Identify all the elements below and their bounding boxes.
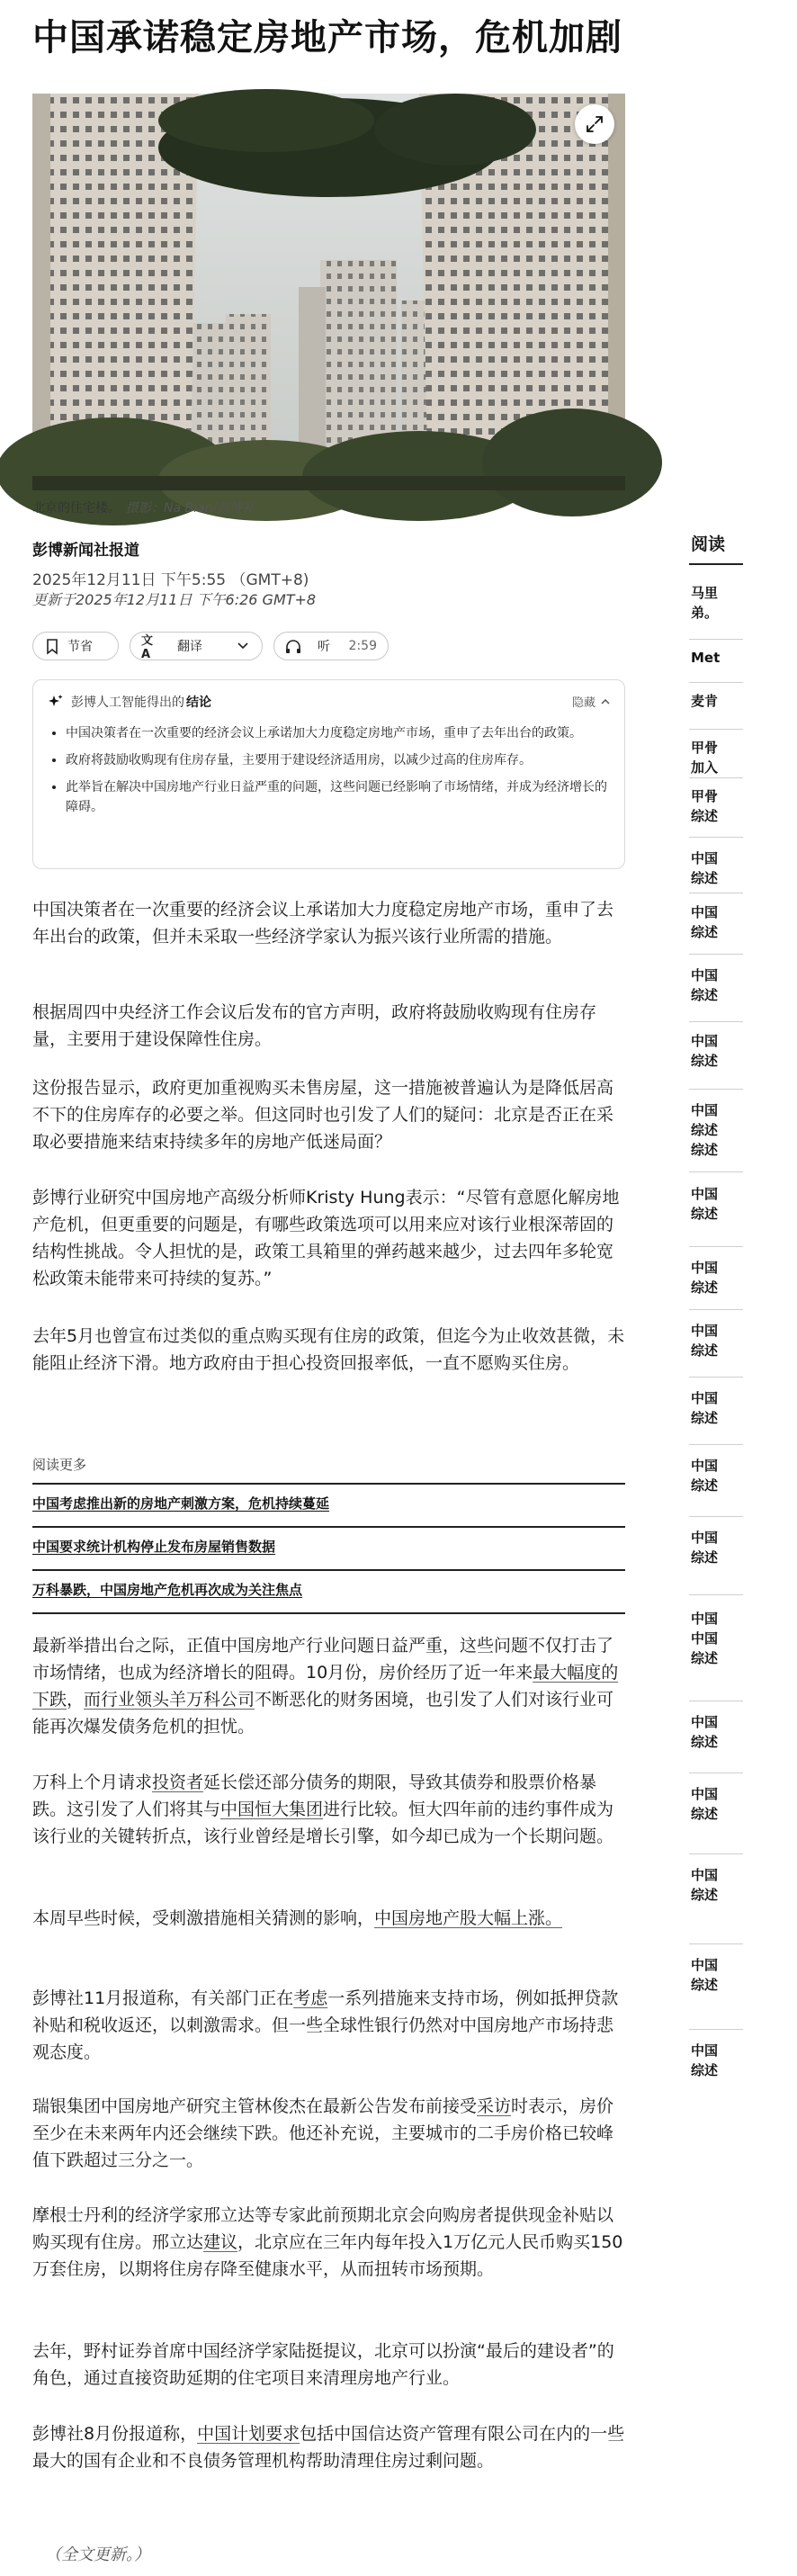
paragraph-4: 彭博行业研究中国房地产高级分析师Kristy Hung表示：“尽管有意愿化解房地产危机，但更重要的问题是，有哪些政策选项可以用来应对该行业根深蒂固的结构性挑战。令人担忧的是，政策工具箱里的弹药越来越少，过去四年多轮宽松政策未能带来可持续的复苏。” bbox=[32, 1188, 620, 1288]
considering-link[interactable]: 考虑 bbox=[293, 1988, 328, 2008]
sidebar-item[interactable]: Met bbox=[691, 650, 721, 666]
sidebar-item[interactable]: 中国 bbox=[691, 1957, 719, 1973]
paragraph-6 bbox=[32, 1632, 625, 1740]
sidebar-item[interactable]: 综述 bbox=[691, 2062, 719, 2078]
text-run: 瑞银集团中国房地产研究主管林俊杰在最新公告发布前接受 bbox=[32, 2096, 478, 2116]
hide-summary-button[interactable] bbox=[572, 693, 610, 710]
sidebar-separator bbox=[689, 837, 743, 838]
sidebar-separator bbox=[689, 1246, 743, 1247]
sidebar-item[interactable]: 中国 bbox=[691, 1714, 719, 1730]
sidebar-item[interactable]: 综述 bbox=[691, 1477, 719, 1494]
sidebar-separator bbox=[689, 1594, 743, 1595]
sidebar-item[interactable]: 综述 bbox=[691, 1734, 719, 1750]
sparkle-icon bbox=[48, 694, 64, 710]
plan-link[interactable]: 中国计划要求 bbox=[197, 2424, 300, 2444]
text-run: 彭博社8月份报道称， bbox=[32, 2424, 198, 2444]
paragraph-8 bbox=[32, 1905, 625, 1932]
sidebar-item[interactable]: 综述 bbox=[691, 1549, 719, 1566]
sidebar-item[interactable]: 甲骨 bbox=[691, 788, 719, 804]
save-label: 节省 bbox=[67, 640, 93, 654]
sidebar-separator bbox=[689, 1853, 743, 1854]
sidebar-item[interactable]: 综述 bbox=[691, 1977, 719, 1993]
paragraph-11 bbox=[32, 2202, 625, 2283]
sidebar-item[interactable]: 综述 bbox=[691, 1887, 719, 1903]
interview-link[interactable]: 采访 bbox=[477, 2096, 512, 2116]
sidebar-item[interactable]: 综述 bbox=[691, 1650, 719, 1666]
ai-summary-prefix: 彭博人工智能得出的 bbox=[71, 696, 184, 710]
text-run: 时表示，房价至少在未来两年内还会继续下跌。他还补充说，主要城市的二手房价格已较峰值下跌超过三分之一。 bbox=[32, 2096, 614, 2170]
investors-link[interactable]: 投资者 bbox=[152, 1773, 204, 1792]
text-run: 摩根士丹利的经济学家邢立达等专家此前预期北京会向购房者提供现金补贴以购买现有住房。邢立达 bbox=[32, 2205, 614, 2252]
sidebar-separator bbox=[689, 1516, 743, 1517]
sidebar-separator bbox=[689, 954, 743, 955]
listen-duration: 2:59 bbox=[348, 639, 377, 653]
sidebar-separator bbox=[689, 777, 743, 778]
updated-date: 更新于2025年12月11日 下午6:26 GMT+8 bbox=[32, 591, 317, 608]
sidebar-item[interactable]: 中国 bbox=[691, 1786, 719, 1802]
published-date: 2025年12月11日 下午5:55 （GMT+8) bbox=[32, 571, 309, 589]
text-run: 最新举措出台之际，正值中国房地产行业问题日益严重，这些问题不仅打击了市场情绪，也成为经济增长的阻碍。10月份，房价经历了近一年来 bbox=[32, 1636, 614, 1683]
price-drop-link[interactable]: 最大幅度的下跌 bbox=[32, 1663, 619, 1710]
paragraph-10 bbox=[32, 2093, 625, 2174]
expand-icon bbox=[585, 114, 604, 134]
sidebar-item[interactable]: 综述 bbox=[691, 1279, 719, 1296]
paragraph-7 bbox=[32, 1769, 625, 1850]
sidebar-item[interactable]: 中国 bbox=[691, 1323, 719, 1339]
sidebar-separator bbox=[689, 1377, 743, 1378]
paragraph-5: 去年5月也曾宣布过类似的重点购买现有住房的政策，但迄今为止收效甚微，未能阻止经济下滑。地方政府由于担心投资回报率低，一直不愿购买住房。 bbox=[32, 1326, 625, 1373]
bookmark-icon bbox=[44, 638, 60, 654]
suggestion-link[interactable]: 建议 bbox=[203, 2232, 238, 2252]
paragraph-2: 根据周四中央经济工作会议后发布的官方声明，政府将鼓励收购现有住房存量，主要用于建设保障性住房。 bbox=[32, 1002, 597, 1049]
sidebar-item[interactable]: 综述 bbox=[691, 987, 719, 1003]
sidebar-separator bbox=[689, 2029, 743, 2030]
sidebar-item[interactable]: 麦肯 bbox=[691, 693, 719, 709]
ai-summary-box bbox=[32, 679, 625, 869]
save-button[interactable] bbox=[32, 632, 119, 660]
ai-summary-point: • 中国决策者在一次重要的经济会议上承诺加大力度稳定房地产市场，重申了去年出台的政策。 bbox=[66, 723, 610, 743]
sidebar-item[interactable]: 中国 bbox=[691, 1186, 719, 1202]
text-run: 彭博社11月报道称，有关部门正在 bbox=[32, 1988, 294, 2008]
sidebar-item[interactable]: 综述 bbox=[691, 1410, 719, 1426]
sidebar-heading: 阅读 bbox=[691, 534, 726, 554]
vanke-link[interactable]: 而行业领头羊万科公司 bbox=[84, 1690, 255, 1710]
ai-summary-point: • 政府将鼓励收购现有住房存量，主要用于建设经济适用房，以减少过高的住房库存。 bbox=[66, 750, 610, 770]
sidebar-item[interactable]: 中国 bbox=[691, 1102, 719, 1118]
hero-photo[interactable] bbox=[32, 94, 625, 490]
headphones-icon bbox=[285, 638, 301, 654]
sidebar-item[interactable]: 综述 bbox=[691, 1053, 719, 1069]
sidebar-separator bbox=[689, 1309, 743, 1310]
ai-summary-header bbox=[48, 693, 610, 711]
sidebar-item[interactable]: 中国 bbox=[691, 1611, 719, 1627]
chevron-up-icon bbox=[601, 698, 610, 705]
sidebar-item[interactable]: 综述 bbox=[691, 924, 719, 940]
paragraph-13 bbox=[32, 2420, 625, 2474]
text-run: 进行比较。恒大四年前的违约事件成为该行业的关键转折点，该行业曾经是增长引擎，如今却已成为一个长期问题。 bbox=[32, 1800, 614, 1846]
text-run: 包括中国信达资产管理有限公司在内的一些最大的国有企业和不良债务管理机构帮助清理住房过剩问题。 bbox=[32, 2424, 625, 2471]
sidebar-item[interactable]: 中国 bbox=[691, 2042, 719, 2059]
sidebar-separator bbox=[689, 682, 743, 683]
sidebar-item[interactable]: 综述 bbox=[691, 1342, 719, 1359]
paragraph-3: 这份报告显示，政府更加重视购买未售房屋，这一措施被普遍认为是降低居高不下的住房库存的必要之举。但这同时也引发了人们的疑问：北京是否正在采取必要措施来结束持续多年的房地产低迷局面？ bbox=[32, 1078, 614, 1152]
read-more-title: 阅读更多 bbox=[32, 1457, 87, 1473]
paragraph-1: 中国决策者在一次重要的经济会议上承诺加大力度稳定房地产市场，重申了去年出台的政策，但并未采取一些经济学家认为振兴该行业所需的措施。 bbox=[32, 900, 614, 947]
sidebar-item[interactable]: 甲骨 bbox=[691, 740, 719, 756]
sidebar-item[interactable]: 中国 bbox=[691, 967, 719, 983]
sidebar-item[interactable]: 中国 bbox=[691, 904, 719, 920]
sidebar-item[interactable]: 综述 bbox=[691, 1806, 719, 1822]
text-run: 本周早些时候，受刺激措施相关猜测的影响， bbox=[32, 1908, 375, 1928]
text-run: 一系列措施来支持市场，例如抵押贷款补贴和税收返还，以刺激需求。但一些全球性银行仍然对中国房地产市场持悲观态度。 bbox=[32, 1988, 619, 2062]
sidebar-item[interactable]: 弟。 bbox=[691, 605, 719, 621]
sidebar-item[interactable]: 中国 bbox=[691, 1390, 719, 1406]
sidebar-item[interactable]: 综述 bbox=[691, 870, 719, 886]
listen-label: 听 bbox=[318, 640, 330, 654]
byline: 彭博新闻社报道 bbox=[32, 542, 139, 560]
property-stocks-link[interactable]: 中国房地产股大幅上涨。 bbox=[374, 1908, 563, 1928]
update-note: （全文更新。） bbox=[45, 2545, 150, 2564]
chevron-down-icon bbox=[235, 638, 251, 654]
ai-summary-point: • 此举旨在解决中国房地产行业日益严重的问题，这些问题已经影响了市场情绪，并成为经济增长的障碍。 bbox=[66, 777, 610, 817]
sidebar-separator bbox=[689, 1171, 743, 1172]
translate-label: 翻译 bbox=[177, 640, 202, 654]
sidebar-separator bbox=[689, 1089, 743, 1090]
read-more-divider bbox=[32, 1612, 625, 1614]
sidebar-rule bbox=[689, 563, 743, 565]
article-headline: 中国承诺稳定房地产市场，危机加剧 bbox=[32, 17, 622, 58]
text-run: ， bbox=[67, 1690, 85, 1710]
ai-summary-title: 结论 bbox=[186, 696, 211, 710]
photo-credit: 摄影：Na Bian/彭博社 bbox=[126, 501, 255, 516]
evergrande-link[interactable]: 中国恒大集团 bbox=[220, 1800, 324, 1819]
sidebar-item[interactable]: 马里 bbox=[691, 585, 719, 601]
sidebar-item[interactable]: 中国 bbox=[691, 1033, 719, 1049]
residential-towers-illustration bbox=[32, 94, 625, 490]
caption-text: 北京的住宅楼。 bbox=[32, 501, 121, 516]
read-more-link[interactable]: 中国考虑推出新的房地产刺激方案，危机持续蔓延 bbox=[32, 1483, 625, 1526]
text-run: 不断恶化的财务困境，也引发了人们对该行业可能再次爆发债务危机的担忧。 bbox=[32, 1690, 614, 1737]
translate-icon: 文A bbox=[141, 634, 154, 661]
sidebar-item[interactable]: 中国 bbox=[691, 1530, 719, 1546]
listen-button[interactable] bbox=[273, 632, 389, 660]
sidebar-separator bbox=[689, 1021, 743, 1022]
sidebar-item[interactable]: 综述 bbox=[691, 1122, 719, 1138]
sidebar-item[interactable]: 中国 bbox=[691, 1260, 719, 1276]
sidebar-item[interactable]: 中国 bbox=[691, 1867, 719, 1883]
sidebar-item[interactable]: 综述 bbox=[691, 1142, 719, 1158]
text-run: 万科上个月请求 bbox=[32, 1773, 153, 1792]
sidebar-item[interactable]: 综述 bbox=[691, 808, 719, 824]
translate-button[interactable] bbox=[130, 632, 263, 660]
paragraph-9 bbox=[32, 1985, 625, 2066]
text-run: ，北京应在三年内每年投入1万亿元人民币购买150万套住房，以期将住房存降至健康水平，从而扭转市场预期。 bbox=[32, 2232, 623, 2279]
paragraph-12: 去年，野村证券首席中国经济学家陆挺提议，北京可以扮演“最后的建设者”的角色，通过直接资助延期的住宅项目来清理房地产行业。 bbox=[32, 2341, 614, 2388]
sidebar-item[interactable]: 综述 bbox=[691, 1206, 719, 1222]
sidebar-separator bbox=[689, 1444, 743, 1445]
sidebar-item[interactable]: 中国 bbox=[691, 1458, 719, 1474]
text-run: 延长偿还部分债务的期限，导致其债券和股票价格暴跌。这引发了人们将其与 bbox=[32, 1773, 597, 1819]
read-more-link[interactable]: 万科暴跌，中国房地产危机再次成为关注焦点 bbox=[32, 1569, 625, 1612]
sidebar-item[interactable]: 加入 bbox=[691, 759, 719, 776]
sidebar-item[interactable]: 中国 bbox=[691, 1630, 719, 1647]
read-more-link[interactable]: 中国要求统计机构停止发布房屋销售数据 bbox=[32, 1526, 625, 1569]
hide-label: 隐藏 bbox=[571, 696, 596, 710]
sidebar-separator bbox=[689, 1943, 743, 1944]
photo-caption bbox=[32, 498, 255, 516]
right-sidebar bbox=[689, 0, 797, 2576]
sidebar-separator bbox=[689, 729, 743, 730]
expand-photo-button[interactable] bbox=[575, 104, 614, 144]
sidebar-separator bbox=[689, 639, 743, 640]
ai-summary-points bbox=[48, 723, 610, 817]
sidebar-item[interactable]: 中国 bbox=[691, 850, 719, 866]
